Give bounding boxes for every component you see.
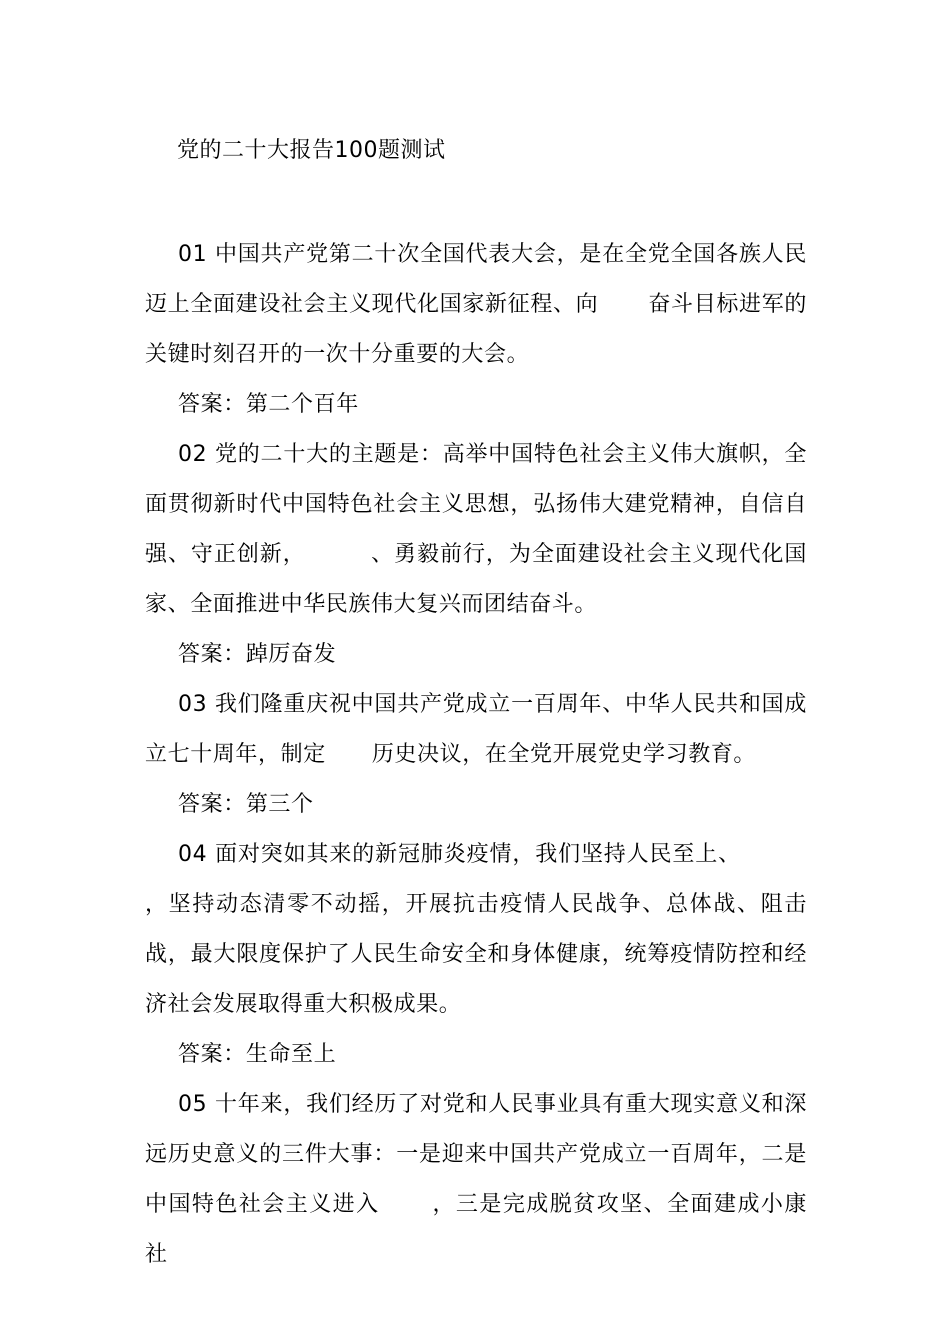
question-text-after: ，三是完成脱贫攻坚、全面建成小康社 xyxy=(145,1192,807,1267)
answer-03 xyxy=(145,780,807,830)
answer-text: 第三个 xyxy=(245,792,314,817)
answer-label: 答案： xyxy=(178,642,246,667)
question-text-after: 奋斗目标进军的关键时刻召开的一次十分重要的大会。 xyxy=(145,292,807,367)
document-title: 党的二十大报告100题测试 xyxy=(177,138,446,163)
answer-text: 踔厉奋发 xyxy=(245,642,337,667)
question-number: 01 xyxy=(178,242,208,267)
question-text-before: 中国共产党第二十次全国代表大会，是在全党全国各族人民迈上全面建设社会主义现代化国家新征程、向 xyxy=(145,242,808,317)
answer-02 xyxy=(145,630,807,680)
question-text-before: 面对突如其来的新冠肺炎疫情，我们坚持人民至上、 xyxy=(215,842,742,867)
question-text-before: 十年来，我们经历了对党和人民事业具有重大现实意义和深远历史意义的三件大事：一是迎来中国共产党成立一百周年，二是中国特色社会主义进入 xyxy=(145,1092,808,1217)
question-05 xyxy=(145,1080,807,1280)
answer-04 xyxy=(145,1030,807,1080)
question-number: 05 xyxy=(178,1092,208,1117)
answer-text: 第二个百年 xyxy=(245,392,359,417)
document-body xyxy=(145,230,807,1280)
question-03 xyxy=(145,680,807,780)
question-01 xyxy=(145,230,807,380)
question-text-before: 我们隆重庆祝中国共产党成立一百周年、中华人民共和国成立七十周年，制定 xyxy=(145,692,808,767)
question-04 xyxy=(145,830,807,1030)
question-text-before: 党的二十大的主题是：高举中国特色社会主义伟大旗帜，全面贯彻新时代中国特色社会主义思想，弘扬伟大建党精神，自信自强、守正创新， xyxy=(145,442,808,567)
question-text-after: 历史决议，在全党开展党史学习教育。 xyxy=(371,742,757,767)
answer-label: 答案： xyxy=(178,392,246,417)
answer-01 xyxy=(145,380,807,430)
question-number: 02 xyxy=(178,442,208,467)
question-number: 04 xyxy=(178,842,208,867)
question-text-after: 、勇毅前行，为全面建设社会主义现代化国家、全面推进中华民族伟大复兴而团结奋斗。 xyxy=(145,542,807,617)
answer-text: 生命至上 xyxy=(245,1042,337,1067)
question-02 xyxy=(145,430,807,630)
question-text-after: ，坚持动态清零不动摇，开展抗击疫情人民战争、总体战、阻击战，最大限度保护了人民生命安全和身体健康，统筹疫情防控和经济社会发展取得重大积极成果。 xyxy=(145,892,807,1017)
question-number: 03 xyxy=(178,692,208,717)
answer-label: 答案： xyxy=(178,792,246,817)
answer-label: 答案： xyxy=(178,1042,246,1067)
